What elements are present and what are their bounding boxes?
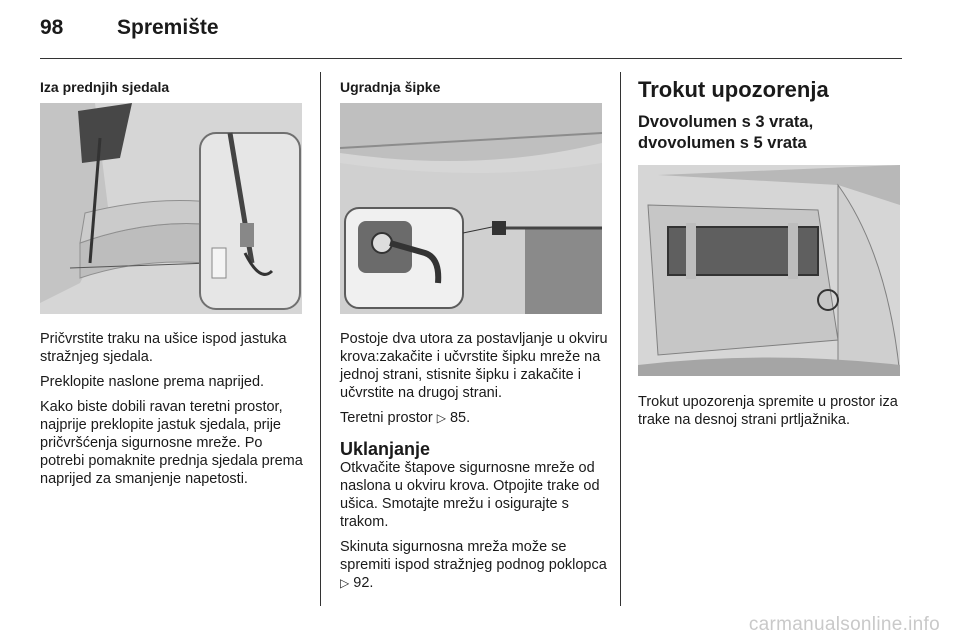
reference-text: Skinuta sigurnosna mreža može se spremiti ispod stražnjeg podnog poklopca — [340, 539, 607, 573]
column-1-text — [40, 330, 308, 488]
paragraph: Pričvrstite traku na ušice ispod jastuka stražnjeg sjedala. — [40, 331, 287, 365]
paragraph: Preklopite naslone prema naprijed. — [40, 374, 265, 390]
paragraph: Otkvačite štapove sigurnosne mreže od naslona u okviru krova. Otpojite trake od ušica. Smotajte mrežu i osigurajte s trakom. — [340, 460, 600, 530]
reference-page: 92. — [353, 575, 374, 591]
page-number: 98 — [40, 16, 64, 39]
section-heading: Iza prednjih sjedala — [40, 79, 170, 95]
seat-strap-illustration — [40, 103, 302, 314]
reference-text: Teretni prostor — [340, 410, 433, 426]
column-divider — [620, 72, 621, 606]
section-title: Trokut upozorenja — [638, 77, 829, 102]
reference-arrow-icon: ▷ — [340, 576, 350, 590]
paragraph: Postoje dva utora za postavljanje u okviru krova:zakačite i učvrstite šipku mreže na jednoj strani, stisnite šipku i zakačite i učvrstite na drugoj strani. — [340, 331, 608, 401]
page-title: Spremište — [117, 16, 219, 39]
reference-page: 85. — [449, 410, 471, 426]
column-2-text — [340, 330, 608, 592]
section-subtitle: Dvovolumen s 3 vrata, dvovolumen s 5 vrata — [638, 113, 814, 152]
watermark: carmanualsonline.info — [748, 614, 940, 635]
warning-triangle-storage-illustration — [638, 165, 900, 376]
paragraph: Trokut upozorenja spremite u prostor iza trake na desnoj strani prtljažnika. — [638, 394, 898, 428]
paragraph — [340, 538, 608, 592]
column-divider — [320, 72, 321, 606]
column-3-text — [638, 393, 906, 429]
cross-reference — [340, 409, 608, 427]
subsection-heading: Uklanjanje — [340, 439, 431, 459]
rod-installation-illustration — [340, 103, 602, 314]
reference-arrow-icon: ▷ — [436, 411, 446, 425]
header-rule — [40, 58, 902, 59]
section-heading: Ugradnja šipke — [340, 79, 441, 95]
paragraph: Kako biste dobili ravan teretni prostor, najprije preklopite jastuk sjedala, prije pričvršćenja sigurnosne mreže. Po potrebi pomaknite prednja sjedala prema naprijed za smanjenje napetosti. — [40, 399, 303, 487]
